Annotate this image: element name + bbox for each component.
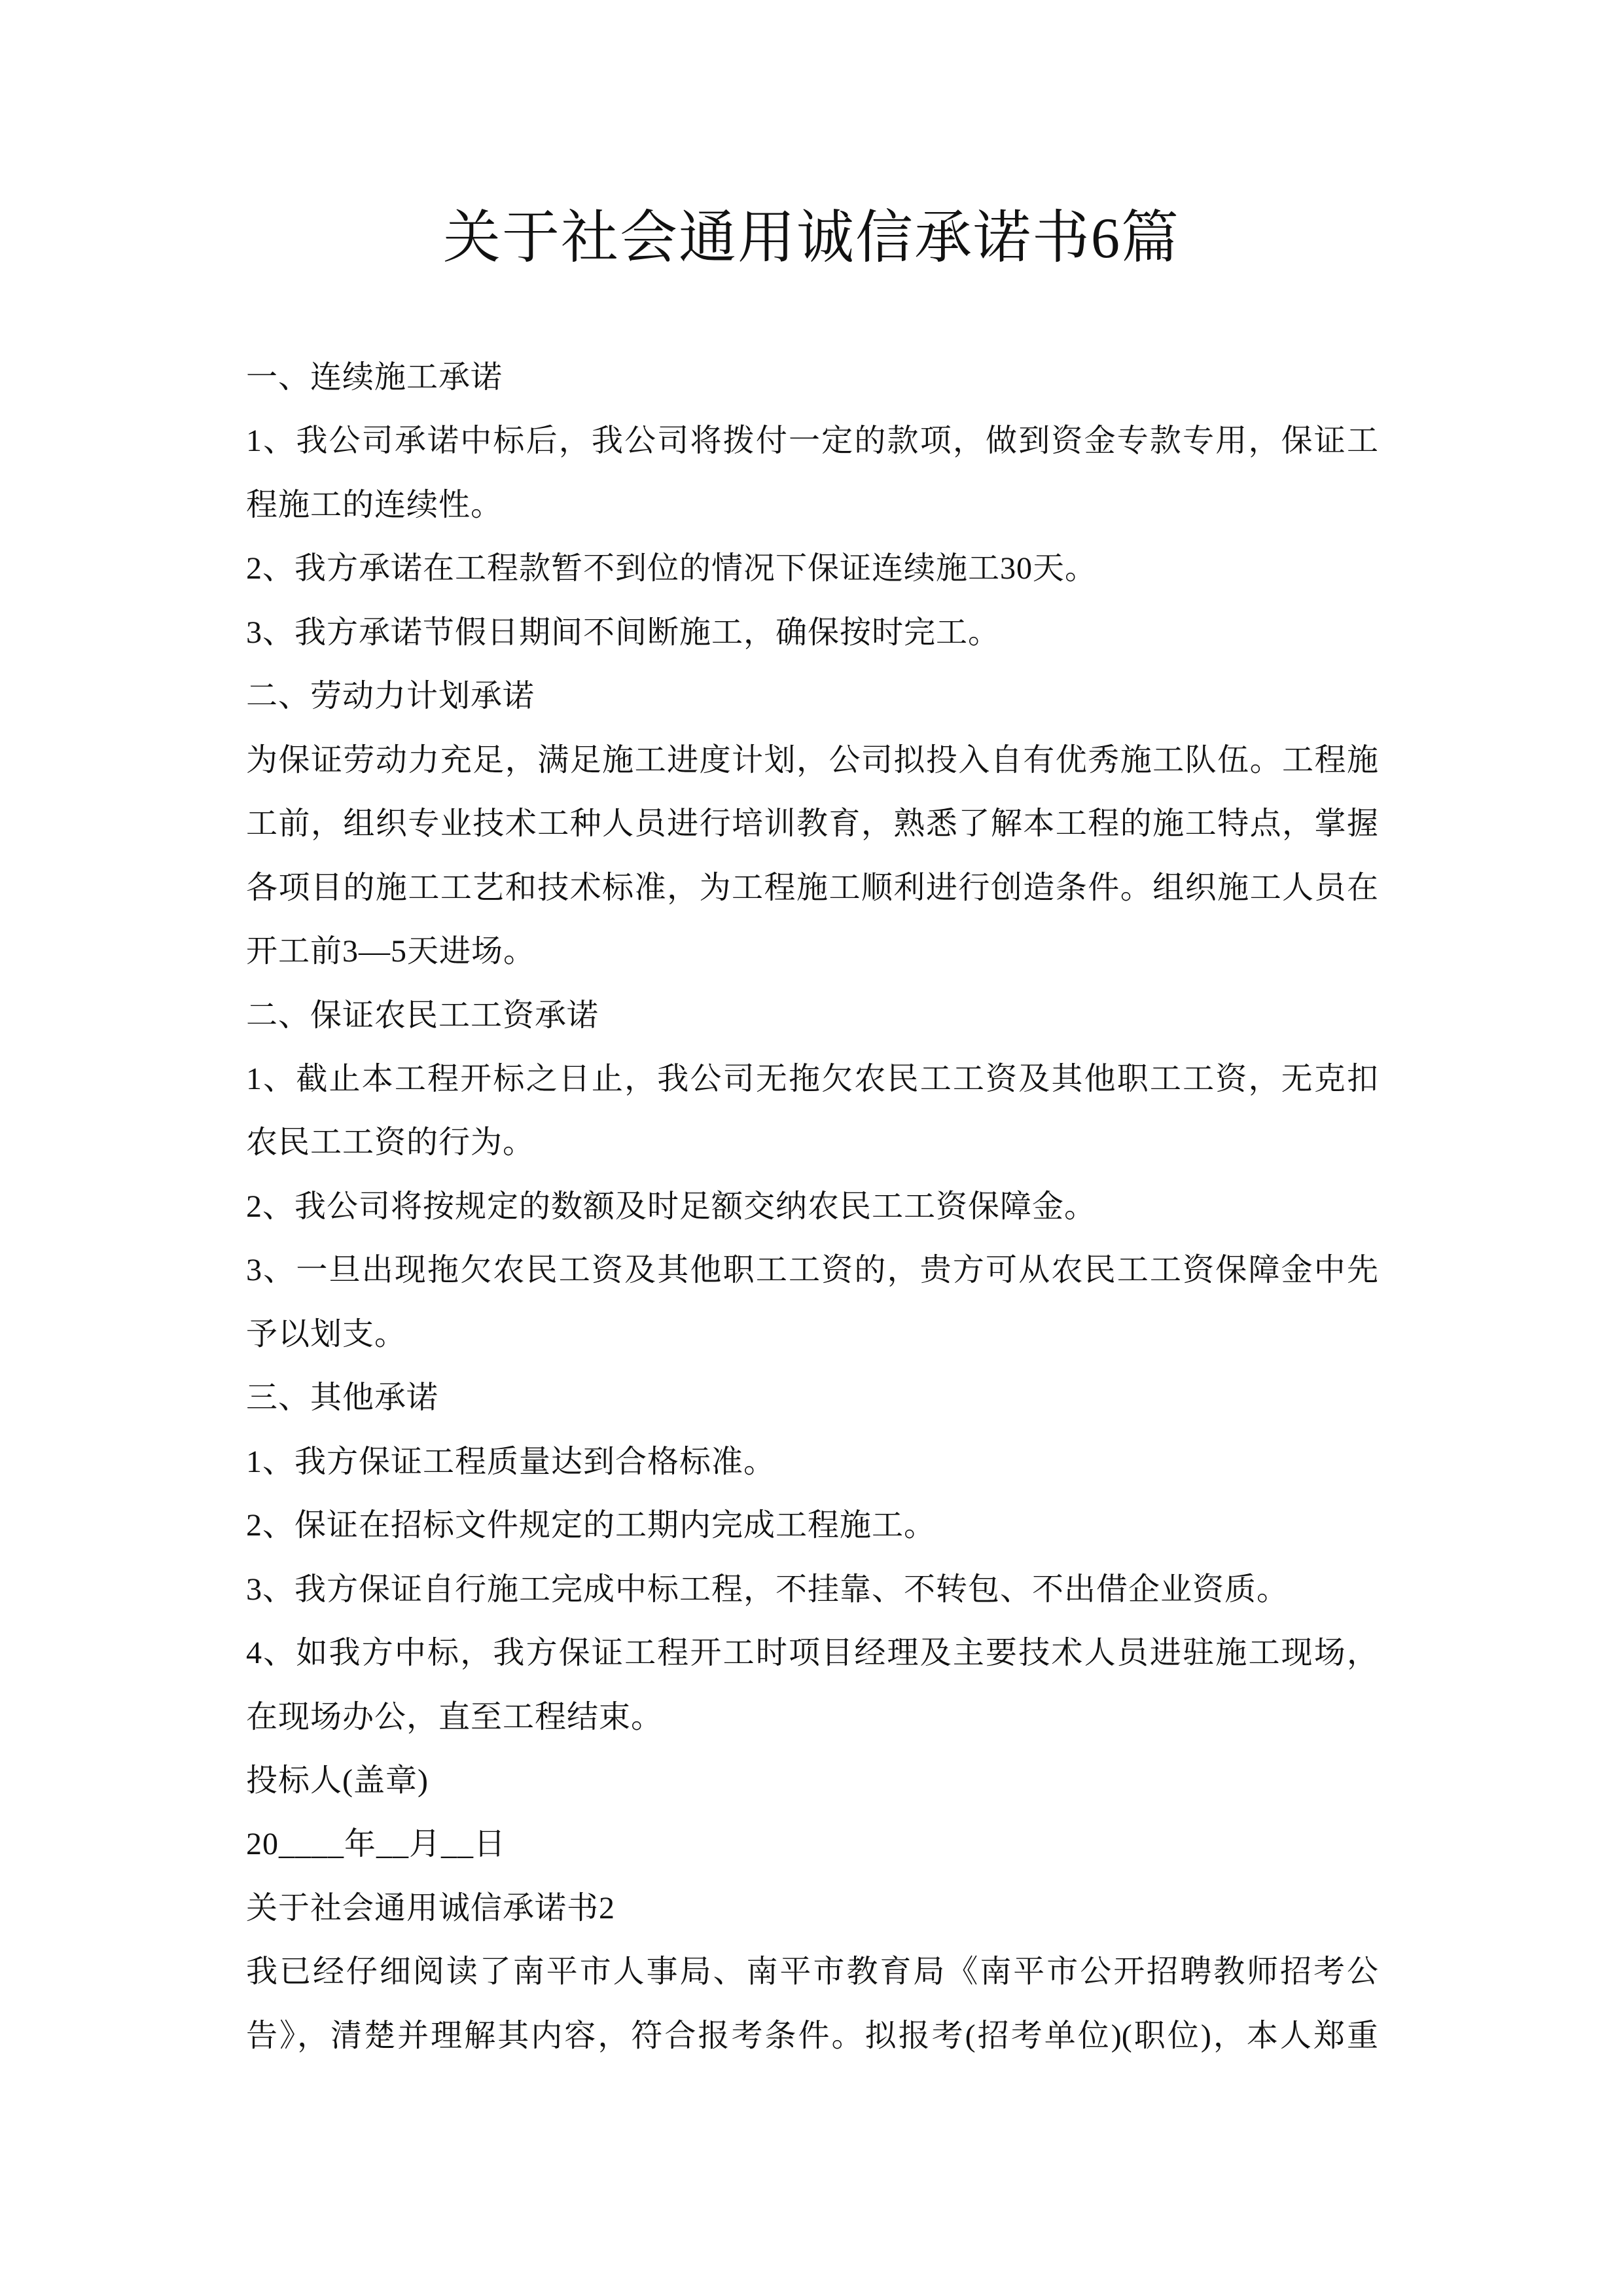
paragraph-line: 在现场办公，直至工程结束。 xyxy=(246,1699,664,1734)
section-heading: 二、保证农民工工资承诺 xyxy=(246,997,599,1033)
paragraph-line: 开工前3—5天进场。 xyxy=(246,934,536,969)
signature-label: 投标人(盖章) xyxy=(246,1763,429,1798)
section-heading: 二、劳动力计划承诺 xyxy=(246,679,535,714)
paragraph-line: 告》，清楚并理解其内容，符合报考条件。拟报考(招考单位)(职位)，本人郑重 xyxy=(246,2018,1378,2053)
paragraph-line: 农民工工资的行为。 xyxy=(246,1125,535,1160)
paragraph-line: 2、保证在招标文件规定的工期内完成工程施工。 xyxy=(246,1508,936,1543)
paragraph-line: 工前，组织专业技术工种人员进行培训教育，熟悉了解本工程的施工特点，掌握 xyxy=(246,806,1378,842)
section-heading: 三、其他承诺 xyxy=(246,1380,439,1416)
paragraph-line: 3、一旦出现拖欠农民工资及其他职工工资的，贵方可从农民工工资保障金中先 xyxy=(246,1253,1378,1288)
document-body xyxy=(246,346,1378,2068)
paragraph-line: 4、如我方中标，我方保证工程开工时项目经理及主要技术人员进驻施工现场， xyxy=(246,1636,1378,1671)
paragraph-line: 我已经仔细阅读了南平市人事局、南平市教育局《南平市公开招聘教师招考公 xyxy=(246,1954,1378,1990)
date-line: 20____年__月__日 xyxy=(246,1827,507,1862)
paragraph-line: 予以划支。 xyxy=(246,1316,407,1352)
section-heading: 一、连续施工承诺 xyxy=(246,360,503,395)
section-heading: 关于社会通用诚信承诺书2 xyxy=(246,1890,616,1926)
paragraph-line: 1、我公司承诺中标后，我公司将拨付一定的款项，做到资金专款专用，保证工 xyxy=(246,423,1378,459)
paragraph-line: 2、我方承诺在工程款暂不到位的情况下保证连续施工30天。 xyxy=(246,551,1097,586)
paragraph-line: 3、我方保证自行施工完成中标工程，不挂靠、不转包、不出借企业资质。 xyxy=(246,1571,1289,1607)
paragraph-line: 为保证劳动力充足，满足施工进度计划，公司拟投入自有优秀施工队伍。工程施 xyxy=(246,742,1378,778)
paragraph-line: 2、我公司将按规定的数额及时足额交纳农民工工资保障金。 xyxy=(246,1189,1097,1224)
paragraph-line: 3、我方承诺节假日期间不间断施工，确保按时完工。 xyxy=(246,615,1001,650)
paragraph-line: 各项目的施工工艺和技术标准，为工程施工顺利进行创造条件。组织施工人员在 xyxy=(246,870,1378,905)
paragraph-line: 1、截止本工程开标之日止，我公司无拖欠农民工工资及其他职工工资，无克扣 xyxy=(246,1061,1378,1096)
document-title: 关于社会通用诚信承诺书6篇 xyxy=(442,207,1180,270)
paragraph-line: 程施工的连续性。 xyxy=(246,487,503,522)
paragraph-line: 1、我方保证工程质量达到合格标准。 xyxy=(246,1444,776,1479)
